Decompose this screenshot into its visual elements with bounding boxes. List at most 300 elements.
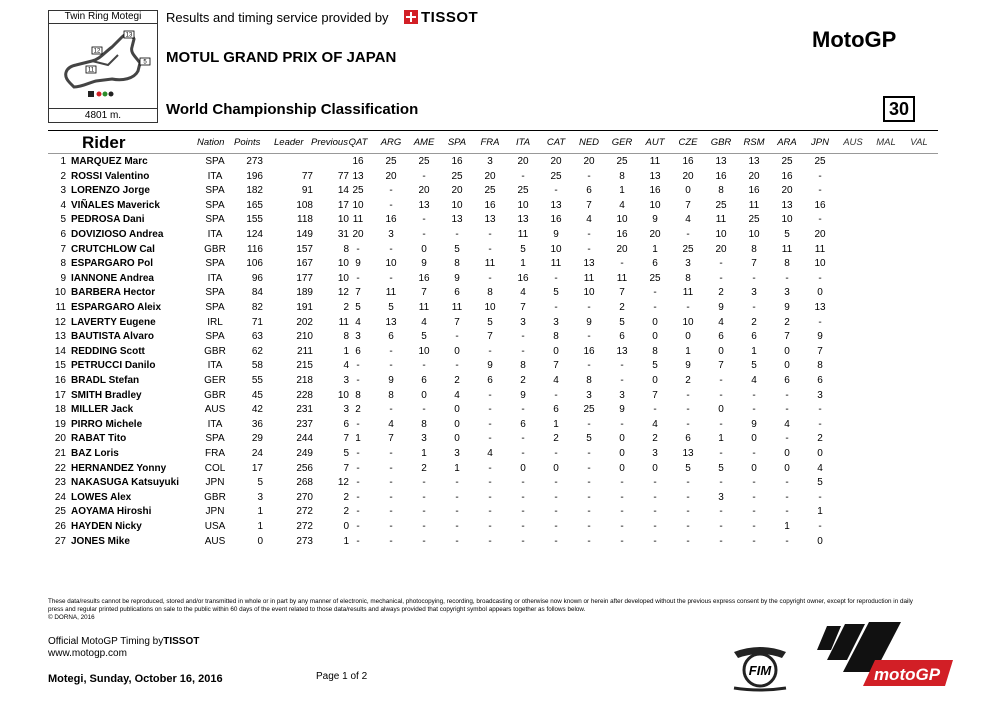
race-points-ame: - <box>422 506 426 518</box>
rider-nation: GBR <box>204 345 226 357</box>
header-previous: Previous <box>311 137 348 148</box>
gap-to-previous: 10 <box>337 272 349 284</box>
race-points-ara: 4 <box>784 418 790 430</box>
race-points-arg: - <box>389 448 393 459</box>
race-points-ara: 6 <box>784 375 790 386</box>
race-points-aut: - <box>653 535 657 547</box>
race-points-gbr: - <box>719 389 723 401</box>
race-points-qat: - <box>356 535 360 547</box>
header-race-val: VAL <box>910 137 928 148</box>
gap-to-leader: 77 <box>301 170 313 182</box>
race-points-jpn: - <box>818 170 822 182</box>
gap-to-previous: 77 <box>337 170 349 182</box>
rider-points: 29 <box>251 433 263 445</box>
race-points-ger: - <box>620 491 624 503</box>
rider-points: 63 <box>251 331 263 343</box>
race-points-jpn: - <box>818 316 822 328</box>
rider-name: SMITH Bradley <box>71 389 142 401</box>
rider-points: 0 <box>257 535 263 547</box>
race-points-ger: 5 <box>619 316 625 328</box>
race-points-fra: 9 <box>487 360 493 372</box>
race-points-fra: - <box>488 229 492 240</box>
gap-to-previous: 1 <box>343 345 349 357</box>
rider-position: 13 <box>54 331 66 343</box>
table-row <box>48 476 938 491</box>
race-points-ita: 11 <box>517 229 529 240</box>
rider-position: 21 <box>54 448 66 459</box>
table-row <box>48 257 938 272</box>
race-points-spa: - <box>455 535 459 547</box>
rider-nation: SPA <box>205 331 225 343</box>
race-points-gbr: 13 <box>715 156 727 167</box>
race-points-gbr: 20 <box>715 243 727 255</box>
race-points-jpn: 13 <box>814 302 826 313</box>
race-points-fra: 11 <box>484 258 496 270</box>
race-points-ned: 9 <box>586 316 592 328</box>
race-points-qat: 5 <box>355 302 361 313</box>
race-points-ita: 25 <box>517 185 529 197</box>
gap-to-leader: 177 <box>296 272 313 284</box>
race-points-gbr: - <box>719 375 723 386</box>
rider-points: 124 <box>246 229 263 240</box>
race-points-arg: 4 <box>388 418 394 430</box>
rider-name: HERNANDEZ Yonny <box>71 462 167 474</box>
race-points-aut: 11 <box>649 156 661 167</box>
rider-nation: ITA <box>207 360 223 372</box>
race-points-cze: - <box>686 229 690 240</box>
race-points-fra: - <box>488 404 492 416</box>
race-points-arg: - <box>389 535 393 547</box>
race-points-ita: 20 <box>517 156 529 167</box>
race-points-jpn: 4 <box>817 462 823 474</box>
race-points-ger: 1 <box>619 185 625 197</box>
race-points-cat: 9 <box>553 229 559 240</box>
race-points-ger: - <box>620 360 624 372</box>
gap-to-leader: 202 <box>296 316 313 328</box>
race-points-ger: 16 <box>616 229 628 240</box>
gap-to-leader: 244 <box>296 433 313 445</box>
race-points-qat: - <box>356 462 360 474</box>
rider-points: 58 <box>251 360 263 372</box>
race-points-ned: 16 <box>583 345 595 357</box>
race-points-ned: 20 <box>583 156 595 167</box>
race-points-cat: - <box>554 302 558 313</box>
race-points-rsm: - <box>752 302 756 313</box>
rider-points: 42 <box>251 404 263 416</box>
table-row <box>48 170 938 185</box>
rider-nation: SPA <box>205 287 225 299</box>
gap-to-leader: 270 <box>296 491 313 503</box>
race-points-jpn: 3 <box>817 389 823 401</box>
race-points-gbr: 25 <box>715 199 727 211</box>
race-points-qat: - <box>356 506 360 518</box>
race-points-ame: - <box>422 535 426 547</box>
race-points-rsm: 9 <box>751 418 757 430</box>
race-points-ita: - <box>521 433 525 445</box>
race-points-gbr: 2 <box>718 287 724 299</box>
gap-to-previous: 10 <box>337 214 349 226</box>
race-points-qat: 20 <box>352 229 364 240</box>
rider-points: 45 <box>251 389 263 401</box>
session-title: World Championship Classification <box>166 101 419 118</box>
race-points-rsm: 11 <box>748 199 760 211</box>
race-points-aut: 20 <box>649 229 661 240</box>
table-row <box>48 520 938 535</box>
race-points-ita: 3 <box>520 316 526 328</box>
race-points-aut: - <box>653 404 657 416</box>
race-points-cze: - <box>686 418 690 430</box>
rider-name: RABAT Tito <box>71 433 127 445</box>
race-points-rsm: 0 <box>751 462 757 474</box>
gap-to-leader: 157 <box>296 243 313 255</box>
race-points-spa: 0 <box>454 433 460 445</box>
race-points-rsm: - <box>752 477 756 489</box>
rider-nation: JPN <box>205 506 225 518</box>
race-points-spa: 10 <box>451 199 463 211</box>
race-points-fra: - <box>488 521 492 532</box>
race-points-ger: - <box>620 477 624 489</box>
race-points-gbr: - <box>719 418 723 430</box>
race-points-aut: 16 <box>649 185 661 197</box>
rider-nation: SPA <box>205 302 225 313</box>
race-points-spa: 0 <box>454 345 460 357</box>
gap-to-previous: 1 <box>343 535 349 547</box>
race-points-cat: - <box>554 448 558 459</box>
race-points-qat: 25 <box>352 185 364 197</box>
gap-to-previous: 12 <box>337 287 349 299</box>
race-points-ame: - <box>422 229 426 240</box>
table-row <box>48 505 938 520</box>
race-points-cat: 0 <box>553 462 559 474</box>
race-points-arg: 13 <box>385 316 397 328</box>
race-points-ame: 25 <box>418 156 430 167</box>
rider-nation: GBR <box>204 389 226 401</box>
race-points-ned: 3 <box>586 389 592 401</box>
gap-to-previous: 3 <box>343 404 349 416</box>
race-points-spa: 13 <box>451 214 463 226</box>
rider-position: 6 <box>60 229 66 240</box>
header-points: Points <box>234 137 261 148</box>
race-points-ame: - <box>422 521 426 532</box>
race-points-ara: - <box>785 433 789 445</box>
race-points-qat: 7 <box>355 287 361 299</box>
race-points-ame: - <box>422 477 426 489</box>
race-points-gbr: - <box>719 258 723 270</box>
official-timing-prefix: Official MotoGP Timing by <box>48 636 164 647</box>
race-points-cat: - <box>554 506 558 518</box>
race-points-rsm: 2 <box>751 316 757 328</box>
race-points-ara: 0 <box>784 360 790 372</box>
race-points-arg: 3 <box>388 229 394 240</box>
race-points-ara: - <box>785 506 789 518</box>
race-points-aut: 7 <box>652 389 658 401</box>
race-points-ned: 7 <box>586 199 592 211</box>
race-points-fra: - <box>488 345 492 357</box>
rider-name: CRUTCHLOW Cal <box>71 243 155 255</box>
race-points-arg: - <box>389 272 393 284</box>
race-points-arg: - <box>389 404 393 416</box>
race-points-ger: 11 <box>616 272 628 284</box>
header-race-jpn: JPN <box>811 137 829 148</box>
race-points-fra: 7 <box>487 331 493 343</box>
gap-to-previous: 8 <box>343 243 349 255</box>
race-points-ned: 5 <box>586 433 592 445</box>
race-points-spa: 11 <box>451 302 463 313</box>
race-points-rsm: - <box>752 272 756 284</box>
race-points-rsm: 0 <box>751 433 757 445</box>
race-points-cze: - <box>686 477 690 489</box>
corner-11-label: 11 <box>87 67 95 74</box>
race-points-spa: 2 <box>454 375 460 386</box>
race-points-rsm: - <box>752 535 756 547</box>
race-points-gbr: 5 <box>718 462 724 474</box>
race-points-rsm: - <box>752 389 756 401</box>
race-points-ita: - <box>521 345 525 357</box>
race-points-spa: 3 <box>454 448 460 459</box>
race-points-fra: - <box>488 433 492 445</box>
race-points-jpn: - <box>818 272 822 284</box>
race-points-cat: 3 <box>553 316 559 328</box>
race-points-cze: 16 <box>682 156 694 167</box>
race-points-ara: 13 <box>781 199 793 211</box>
race-points-ara: 11 <box>781 243 793 255</box>
race-points-ara: - <box>785 389 789 401</box>
rider-nation: SPA <box>205 433 225 445</box>
race-points-fra: - <box>488 506 492 518</box>
event-date: Motegi, Sunday, October 16, 2016 <box>48 673 223 685</box>
race-points-ita: 9 <box>520 389 526 401</box>
race-points-ita: - <box>521 491 525 503</box>
rider-position: 7 <box>60 243 66 255</box>
race-points-jpn: 8 <box>817 360 823 372</box>
race-points-arg: - <box>389 462 393 474</box>
table-row <box>48 301 938 316</box>
race-points-qat: - <box>356 491 360 503</box>
gap-to-previous: 17 <box>337 199 349 211</box>
race-points-ara: 0 <box>784 345 790 357</box>
website-link[interactable]: www.motogp.com <box>48 648 127 659</box>
gap-to-previous: 2 <box>343 491 349 503</box>
race-points-cat: 6 <box>553 404 559 416</box>
rider-name: PIRRO Michele <box>71 418 143 430</box>
race-points-arg: - <box>389 477 393 489</box>
race-points-ita: 5 <box>520 243 526 255</box>
gap-to-previous: 6 <box>343 418 349 430</box>
rider-nation: ITA <box>207 272 223 284</box>
rider-position: 27 <box>54 535 66 547</box>
race-points-aut: - <box>653 506 657 518</box>
race-points-ger: - <box>620 418 624 430</box>
race-points-rsm: 20 <box>748 170 760 182</box>
header-nation: Nation <box>197 137 225 148</box>
race-points-ita: - <box>521 521 525 532</box>
header-race-arg: ARG <box>380 137 402 148</box>
race-points-aut: 0 <box>652 375 658 386</box>
race-points-gbr: - <box>719 477 723 489</box>
rider-points: 106 <box>246 258 263 270</box>
rider-nation: SPA <box>205 199 225 211</box>
race-points-ame: 5 <box>421 331 427 343</box>
race-points-cat: - <box>554 477 558 489</box>
gap-to-previous: 5 <box>343 448 349 459</box>
race-points-jpn: - <box>818 491 822 503</box>
rider-points: 24 <box>251 448 263 459</box>
rider-name: BRADL Stefan <box>71 375 140 386</box>
race-points-spa: 5 <box>454 243 460 255</box>
race-points-cze: 6 <box>685 433 691 445</box>
race-points-arg: 8 <box>388 389 394 401</box>
race-points-arg: 7 <box>388 433 394 445</box>
race-points-cze: 10 <box>682 316 694 328</box>
race-points-cze: - <box>686 521 690 532</box>
rider-position: 15 <box>54 360 66 372</box>
race-points-jpn: - <box>818 404 822 416</box>
race-points-arg: - <box>389 185 393 197</box>
race-points-ned: - <box>587 506 591 518</box>
rider-name: MARQUEZ Marc <box>71 156 148 167</box>
race-points-rsm: 3 <box>751 287 757 299</box>
race-points-ned: 4 <box>586 214 592 226</box>
race-points-cat: 13 <box>550 199 562 211</box>
table-row <box>48 491 938 506</box>
race-points-cze: 3 <box>685 258 691 270</box>
race-points-qat: - <box>356 477 360 489</box>
race-points-ned: - <box>587 462 591 474</box>
motogp-logo-text: motoGP <box>873 665 941 684</box>
table-row <box>48 272 938 287</box>
table-row <box>48 389 938 404</box>
race-points-arg: 11 <box>385 287 397 299</box>
race-points-qat: - <box>356 521 360 532</box>
race-points-fra: - <box>488 272 492 284</box>
rider-points: 155 <box>246 214 263 226</box>
race-points-arg: - <box>389 360 393 372</box>
race-points-fra: - <box>488 491 492 503</box>
rider-nation: FRA <box>205 448 225 459</box>
race-points-gbr: - <box>719 535 723 547</box>
race-points-gbr: 9 <box>718 302 724 313</box>
race-points-ame: 0 <box>421 389 427 401</box>
race-points-gbr: 0 <box>718 345 724 357</box>
rider-name: REDDING Scott <box>71 345 145 357</box>
race-points-cze: 0 <box>685 331 691 343</box>
race-points-cze: - <box>686 302 690 313</box>
race-points-fra: - <box>488 389 492 401</box>
rider-points: 5 <box>257 477 263 489</box>
race-points-ger: 2 <box>619 302 625 313</box>
race-points-cze: - <box>686 535 690 547</box>
header-race-ita: ITA <box>515 137 531 148</box>
rider-position: 9 <box>60 272 66 284</box>
race-points-spa: 6 <box>454 287 460 299</box>
race-points-cat: 16 <box>550 214 562 226</box>
race-points-aut: 6 <box>652 258 658 270</box>
race-points-gbr: - <box>719 506 723 518</box>
race-points-cat: 20 <box>550 156 562 167</box>
race-points-cze: - <box>686 404 690 416</box>
race-points-rsm: 1 <box>751 345 757 357</box>
header-race-ger: GER <box>611 137 633 148</box>
race-points-gbr: 16 <box>715 170 727 182</box>
race-points-ame: 20 <box>418 185 430 197</box>
table-row <box>48 374 938 389</box>
race-points-ita: - <box>521 506 525 518</box>
race-points-ame: 16 <box>418 272 430 284</box>
gap-to-previous: 3 <box>343 375 349 386</box>
race-points-fra: - <box>488 535 492 547</box>
race-points-spa: - <box>455 360 459 372</box>
rider-points: 71 <box>251 316 263 328</box>
rider-name: ROSSI Valentino <box>71 170 150 182</box>
race-points-jpn: - <box>818 214 822 226</box>
race-points-fra: - <box>488 477 492 489</box>
race-points-ned: - <box>587 243 591 255</box>
race-points-ame: - <box>422 214 426 226</box>
rider-nation: ITA <box>207 170 223 182</box>
race-points-ita: - <box>521 535 525 547</box>
race-points-cze: 8 <box>685 272 691 284</box>
race-points-fra: - <box>488 418 492 430</box>
rider-nation: SPA <box>205 185 225 197</box>
race-points-ger: - <box>620 521 624 532</box>
race-points-ger: 0 <box>619 448 625 459</box>
table-row <box>48 199 938 214</box>
race-points-spa: 7 <box>454 316 460 328</box>
race-points-ned: - <box>587 535 591 547</box>
table-row <box>48 228 938 243</box>
gap-to-leader: 272 <box>296 506 313 518</box>
gap-to-previous: 10 <box>337 258 349 270</box>
rider-name: LORENZO Jorge <box>71 185 150 197</box>
rider-name: LOWES Alex <box>71 491 132 503</box>
race-points-qat: - <box>356 243 360 255</box>
race-points-spa: 0 <box>454 404 460 416</box>
copyright-text: © DORNA, 2016 <box>48 614 95 621</box>
gap-to-leader: 210 <box>296 331 313 343</box>
rider-name: AOYAMA Hiroshi <box>71 506 152 518</box>
race-points-ned: - <box>587 448 591 459</box>
race-points-arg: 9 <box>388 375 394 386</box>
race-points-qat: 1 <box>355 433 361 445</box>
race-points-fra: - <box>488 462 492 474</box>
race-points-ger: 0 <box>619 462 625 474</box>
race-points-gbr: 1 <box>718 433 724 445</box>
race-points-ned: 8 <box>586 375 592 386</box>
race-points-cze: 0 <box>685 185 691 197</box>
table-row <box>48 286 938 301</box>
race-points-ame: 8 <box>421 418 427 430</box>
track-map-icon <box>52 25 154 107</box>
race-points-spa: 0 <box>454 418 460 430</box>
table-row <box>48 184 938 199</box>
header-race-qat: QAT <box>348 137 368 148</box>
race-points-ned: - <box>587 170 591 182</box>
rider-position: 4 <box>60 199 66 211</box>
race-points-jpn: 6 <box>817 375 823 386</box>
race-points-rsm: 25 <box>748 214 760 226</box>
gap-to-leader: 211 <box>297 345 313 357</box>
race-points-gbr: 8 <box>718 185 724 197</box>
race-points-ned: - <box>587 360 591 372</box>
race-points-ita: 1 <box>520 258 526 270</box>
gap-to-previous: 31 <box>337 229 349 240</box>
rider-name: VIÑALES Maverick <box>71 199 160 211</box>
rider-points: 3 <box>257 491 263 503</box>
race-points-gbr: 6 <box>718 331 724 343</box>
race-points-cze: 4 <box>685 214 691 226</box>
race-points-ger: 25 <box>616 156 628 167</box>
race-points-arg: - <box>389 521 393 532</box>
